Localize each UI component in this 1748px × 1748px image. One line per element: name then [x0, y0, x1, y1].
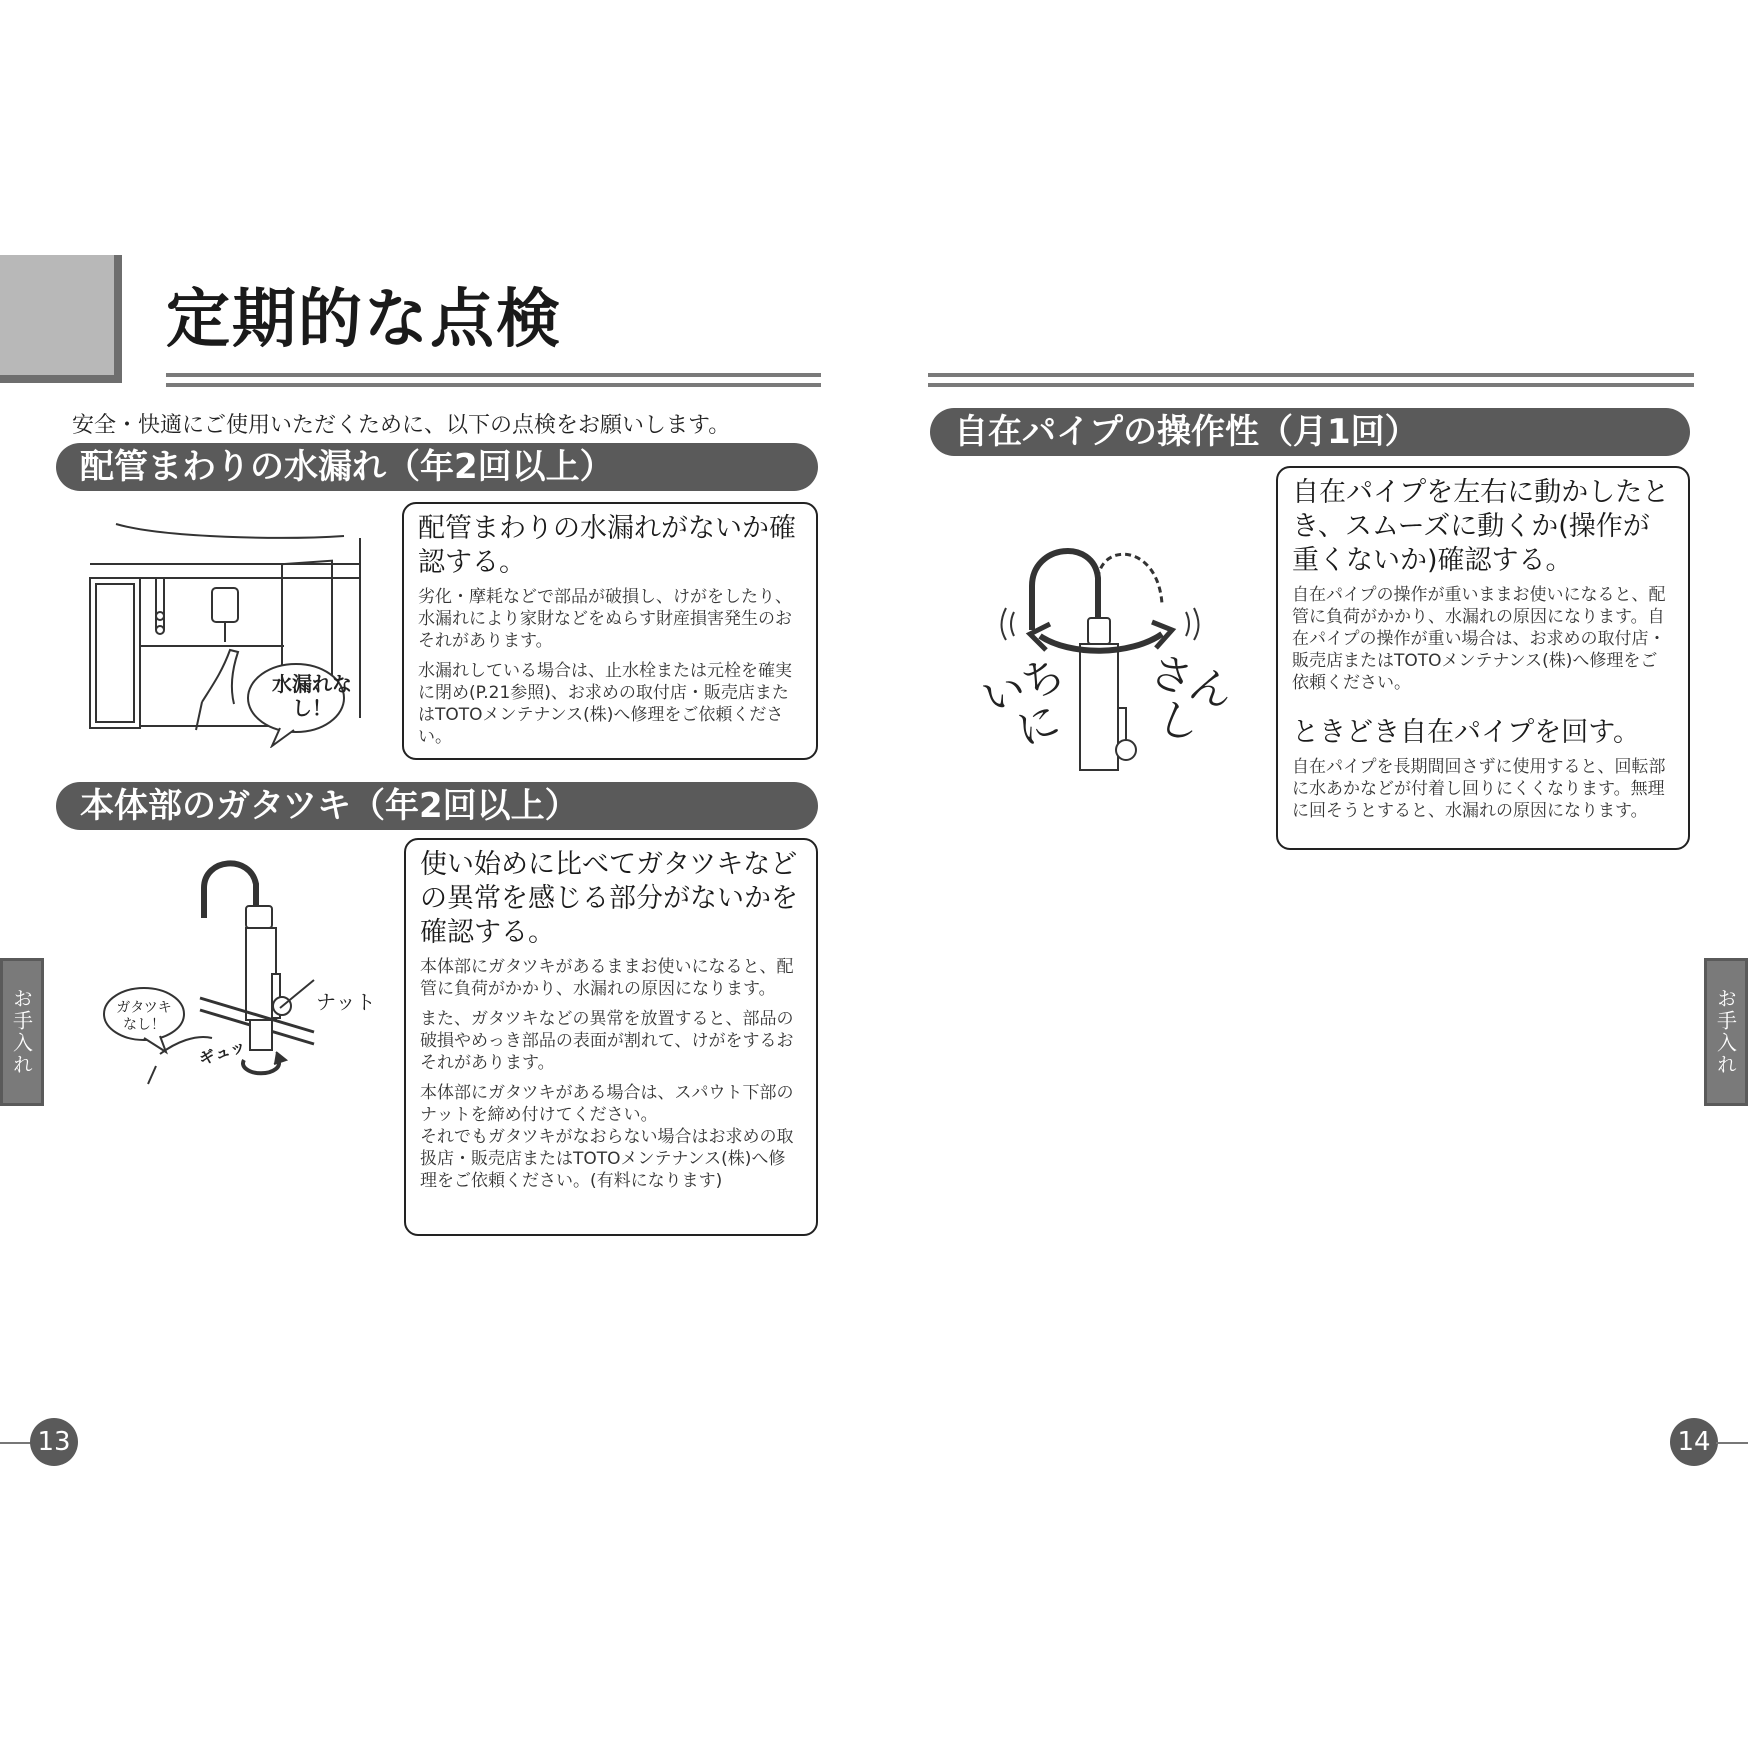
box-paragraph: 水漏れしている場合は、止水栓または元栓を確実に閉め(P.21参照)、お求めの取付店・販売店またはTOTOメンテナンス(株)へ修理をご依頼ください。	[418, 661, 792, 747]
info-box-body-wobble	[404, 838, 818, 1236]
title-rule-left	[166, 373, 821, 387]
box-heading-pipe-operation: 自在パイプを左右に動かしたとき、スムーズに動くか(操作が重くないか)確認する。	[1292, 477, 1670, 576]
intro-text: 安全・快適にご使用いただくために、以下の点検をお願いします。	[72, 413, 731, 438]
side-tab-right: お手入れ	[1704, 958, 1748, 1106]
callout-no-leak: 水漏れなし！	[272, 672, 352, 720]
page-number-line-right	[1716, 1442, 1748, 1444]
page-number-line-left	[0, 1442, 32, 1444]
section-bar-pipe-leak: 配管まわりの水漏れ（年2回以上）	[56, 443, 818, 491]
box-paragraph: 本体部にガタツキがある場合は、スパウト下部のナットを締め付けてください。 それでもガタツキがなおらない場合はお求めの取扱店・販売店またはTOTOメンテナンス(株)へ修理をご依頼ください。(有料になります)	[420, 1083, 794, 1191]
info-box-pipe-leak	[402, 502, 818, 760]
label-ichi-ni: いちに	[975, 648, 1072, 756]
box-heading-body-wobble: 使い始めに比べてガタツキなどの異常を感じる部分がないかを確認する。	[420, 849, 798, 948]
page-title: 定期的な点検	[166, 283, 562, 357]
box-paragraph: 自在パイプの操作が重いままお使いになると、配管に負荷がかかり、水漏れの原因になります。自在パイプの操作が重い場合は、お求めの取付店・販売店またはTOTOメンテナンス(株)へ修理をご依頼ください。	[1292, 585, 1666, 693]
title-decoration-block	[0, 255, 122, 383]
sound-effect: ギュッ	[196, 1035, 249, 1069]
section-bar-pipe-operation: 自在パイプの操作性（月1回）	[930, 408, 1690, 456]
box-heading-pipe-leak: 配管まわりの水漏れがないか確認する。	[418, 513, 796, 578]
box-paragraph: また、ガタツキなどの異常を放置すると、部品の破損やめっき部品の表面が割れて、けがをするおそれがあります。	[420, 1009, 794, 1073]
box-subheading-rotate: ときどき自在パイプを回す。	[1292, 717, 1641, 748]
box-paragraph: 自在パイプを長期間回さずに使用すると、回転部に水あかなどが付着し回りにくくなります。無理に回そうとすると、水漏れの原因になります。	[1292, 757, 1666, 821]
info-box-pipe-operation	[1276, 466, 1690, 850]
side-tab-left: お手入れ	[0, 958, 44, 1106]
title-rule-right	[928, 373, 1694, 387]
callout-no-wobble: ガタツキなし！	[116, 1000, 172, 1033]
label-san-shi: さんし	[1144, 645, 1240, 752]
page-number-left: 13	[30, 1418, 78, 1466]
section-bar-body-wobble: 本体部のガタツキ（年2回以上）	[56, 782, 818, 830]
label-nut: ナット	[316, 990, 376, 1014]
box-paragraph: 劣化・摩耗などで部品が破損し、けがをしたり、水漏れにより家財などをぬらす財産損害発生のおそれがあります。	[418, 587, 792, 651]
box-paragraph: 本体部にガタツキがあるままお使いになると、配管に負荷がかかり、水漏れの原因になります。	[420, 957, 794, 999]
page-number-right: 14	[1670, 1418, 1718, 1466]
